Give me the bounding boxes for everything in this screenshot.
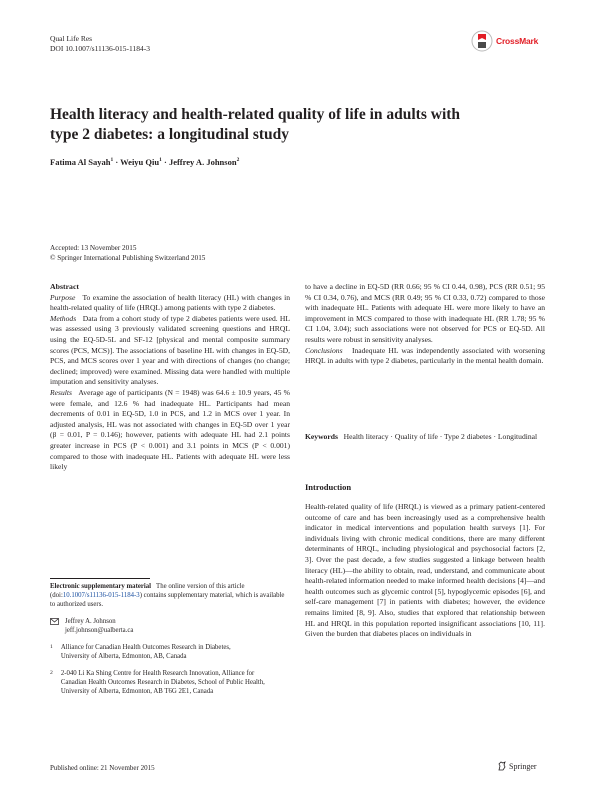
esm-label: Electronic supplementary material [50,583,152,590]
affil-marker: 2 [236,157,240,164]
keywords [305,432,545,443]
doi[interactable]: DOI 10.1007/s11136-015-1184-3 [50,44,150,53]
affil-num: 1 [50,644,53,650]
affil-marker: 1 [159,157,162,164]
author-list [50,157,239,167]
affiliation-1 [50,643,290,661]
crossmark-icon [471,30,493,52]
author-3[interactable]: Jeffrey A. Johnson [168,157,237,167]
affil-marker: 1 [110,157,114,164]
crossmark-label: CrossMark [496,36,539,46]
author-1[interactable]: Fatima Al Sayah [50,157,111,167]
article-title: Health literacy and health-related quality of life in adults with type 2 diabetes: a longitudinal study [50,106,461,143]
crossmark-badge[interactable] [471,30,538,52]
results-continued: to have a decline in EQ-5D (RR 0.66; 95 % CI 0.44, 0.98), PCS (RR 0.51; 95 % CI 0.34, 0.76), and MCS (RR 0.49; 95 % CI 0.33, 0.72) compared to those with inadequate HL. Patients with adequate HL were more likely to have an improvement in MCS compared to those with inadequate HL (RR 1.78; 95 % CI 1.04, 3.04); such associations were not observed for PCS or EQ-5D. All results were robust in sensitivity analyses. [305,282,545,344]
results-text: Average age of participants (N = 1948) was 64.6 ± 10.9 years, 45 % were female, and 12.6 % had inadequate HL. Participants had mean decrements of 0.01 in EQ-5D, 1.0 in PCS, and 1.2 in MCS over 1 year. In adjusted analysis, HL was not associated with changes in EQ-5D over 1 year (β = 0.01, P = 0.146); however, patients with adequate HL had 2.1 points greater increase in PCS (P < 0.001) and 3.1 points in MCS (P < 0.001) compared to those with inadequate HL. Patients with adequate HL were less likely [50,387,290,472]
abstract-heading: Abstract [50,282,80,291]
purpose-text: To examine the association of health literacy (HL) with changes in health-related quality of life (HRQL) among patients with type 2 diabetes. [50,292,291,313]
affil-text: Alliance for Canadian Health Outcomes Research in Diabetes, University of Alberta, Edmonton, AB, Canada [60,644,231,660]
envelope-icon [50,618,59,625]
separator: · [161,157,169,167]
abstract-methods [50,314,290,388]
purpose-label: Purpose [50,292,76,302]
intro-text: Health-related quality of life (HRQL) is viewed as a primary patient-centered outcome of care and has been increasingly used as a comprehensive health indicator in medical interventions and population health surveys [1]. For individuals living with chronic medical conditions, there are many different determinants of HRQL, including physiological and psychosocial factors [2, 3]. Over the past decade, a few studies suggested a linkage between health literacy (HL)—the ability to obtain, read, understand, and communicate about health-related information needed to make informed health decisions [4]—and health outcomes such as glycemic control [5], hypoglycemic episodes [6], and self-care management [7] in patients with diabetes; however, the evidence remains limited [8, 9]. Also, studies that explored that relationship between HL and HRQL in this population reported insignificant associations [10, 11]. Given the burden that diabetes places on individuals in [305,502,545,639]
affil-num: 2 [50,670,53,676]
affil-text: 2-040 Li Ka Shing Centre for Health Research Innovation, Alliance for Canadian Health Outcomes Research in Diabetes, School of Public Health, University of Alberta, Edmonton, AB T6G 2E1, Canada [60,670,265,695]
intro-heading: Introduction [305,482,352,492]
esm-note [50,582,290,609]
abstract-left [50,282,290,473]
publisher-name: Springer [509,761,537,771]
springer-horse-icon [497,761,507,771]
published-date: Published online: 21 November 2015 [50,764,155,772]
correspondence [50,617,290,635]
journal-header [50,34,150,54]
esm-text-1: The online version of this article (doi: [50,583,245,599]
abstract-conclusions [305,346,545,367]
corr-email[interactable]: jeff.johnson@ualberta.ca [65,627,134,634]
esm-text-2: ) contains supplementary material, which is available to authorized users. [50,592,285,608]
conclusions-text: Inadequate HL was independently associated with worsening HRQL in adults with type 2 diabetes, particularly in the mental health domain. [305,345,545,366]
affiliation-2 [50,669,290,696]
journal-name: Qual Life Res [50,34,93,43]
separator: · [113,157,121,167]
abstract-results [50,388,290,473]
methods-label: Methods [50,313,77,323]
publisher-logo [497,761,537,771]
keywords-text: Health literacy · Quality of life · Type 2 diabetes · Longitudinal [343,432,538,441]
corr-name: Jeffrey A. Johnson [65,618,116,625]
esm-doi-link[interactable]: 10.1007/s11136-015-1184-3 [62,592,140,599]
abstract-right [305,282,545,367]
accepted-date: Accepted: 13 November 2015 [50,244,137,252]
methods-text: Data from a cohort study of type 2 diabetes patients were used. HL was assessed using 3 previously validated screening questions and HRQL using the EQ-5D-5L and SF-12 [physical and mental composite summary scores (PCS, MCS)]. The associations of baseline HL with changes in EQ-5D, PCS, and MCS scores over 1 year and with directions of changes (no change; declined; improved) were examined. Missing data were handled with multiple imputation and sensitivity analyses. [50,313,290,387]
keywords-label: Keywords [305,432,338,441]
abstract-purpose [50,293,290,314]
article-dates [50,243,205,263]
footnotes [50,582,290,696]
copyright: © Springer International Publishing Switzerland 2015 [50,254,206,262]
conclusions-label: Conclusions [305,345,343,355]
footnote-rule [50,578,150,579]
results-label: Results [50,387,72,397]
author-2[interactable]: Weiyu Qiu [120,157,160,167]
